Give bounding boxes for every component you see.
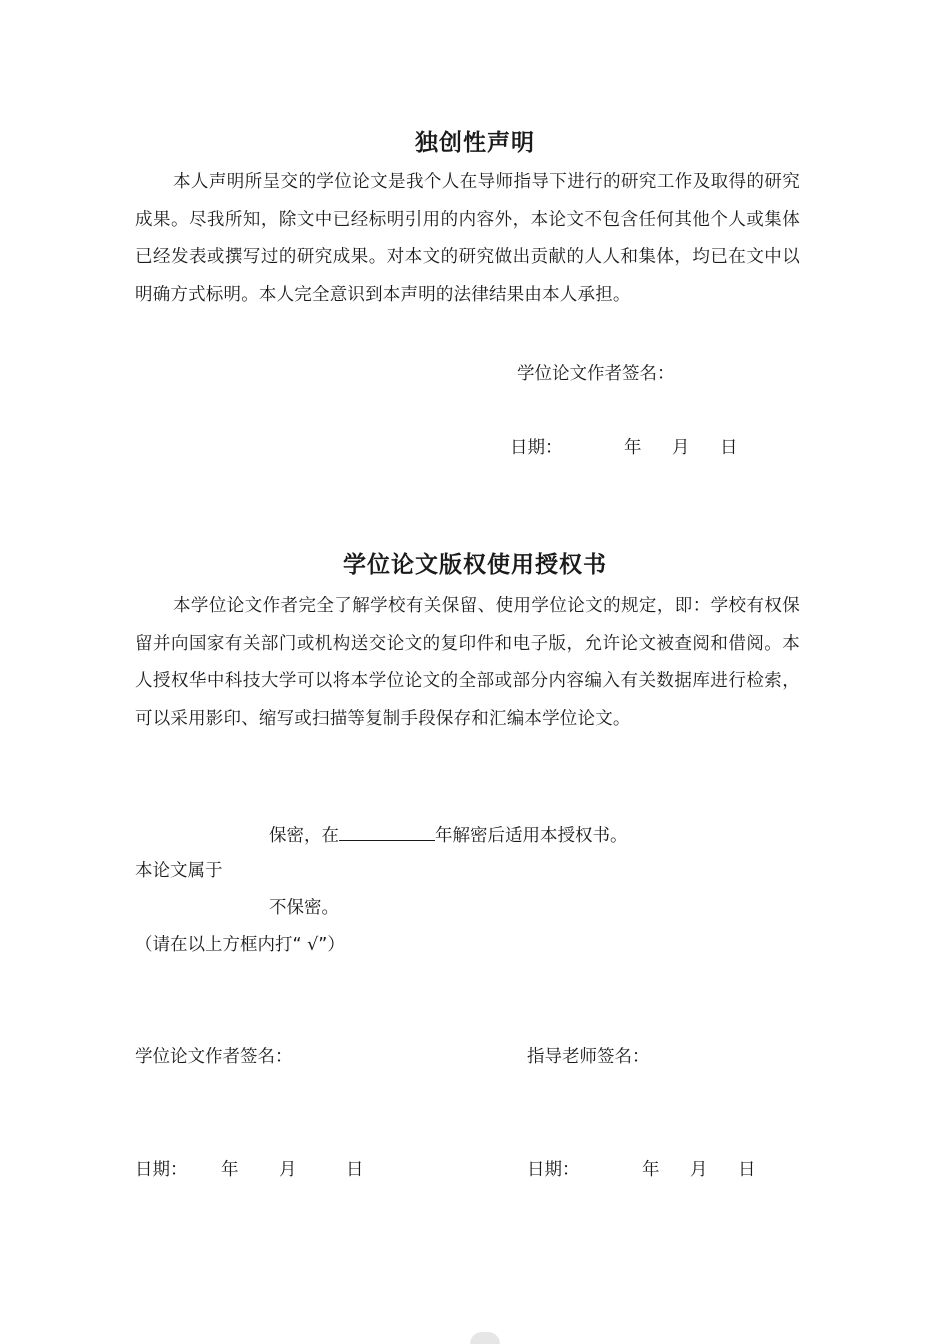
declaration-date-label: 日期： bbox=[510, 438, 563, 458]
confidential-suffix: 年解密后适用本授权书。 bbox=[435, 826, 628, 846]
declaration-year: 年 bbox=[624, 438, 642, 458]
author-date-day: 日 bbox=[346, 1160, 364, 1180]
declaration-month: 月 bbox=[672, 438, 690, 458]
author-signature-label: 学位论文作者签名： bbox=[135, 1047, 293, 1067]
confidential-year-blank[interactable] bbox=[339, 820, 435, 841]
declaration-title: 独创性声明 bbox=[415, 129, 535, 156]
declaration-date-line bbox=[510, 434, 563, 459]
author-date-month: 月 bbox=[279, 1160, 297, 1180]
declaration-body: 本人声明所呈交的学位论文是我个人在导师指导下进行的研究工作及取得的研究成果。尽我所知，除文中已经标明引用的内容外，本论文不包含任何其他个人或集体已经发表或撰写过的研究成果。对本文的研究做出贡献的人人和集体，均已在文中以明确方式标明。本人完全意识到本声明的法律结果由本人承担。 bbox=[135, 172, 800, 305]
advisor-date-day: 日 bbox=[738, 1160, 756, 1180]
author-date-year: 年 bbox=[221, 1160, 239, 1180]
advisor-date-year: 年 bbox=[642, 1160, 660, 1180]
watermark-logo bbox=[470, 1332, 500, 1344]
checkbox-instruction: （请在以上方框内打“ √”） bbox=[135, 935, 345, 955]
advisor-date-label: 日期： bbox=[527, 1160, 580, 1180]
not-confidential-option: 不保密。 bbox=[269, 898, 339, 918]
advisor-signature-label: 指导老师签名： bbox=[527, 1047, 650, 1067]
authorization-title: 学位论文版权使用授权书 bbox=[343, 551, 607, 578]
author-date-label: 日期： bbox=[135, 1160, 188, 1180]
declaration-signature-label: 学位论文作者签名： bbox=[517, 364, 675, 384]
authorization-body: 本学位论文作者完全了解学校有关保留、使用学位论文的规定，即：学校有权保留并向国家有关部门或机构送交论文的复印件和电子版，允许论文被查阅和借阅。本人授权华中科技大学可以将本学位论文的全部或部分内容编入有关数据库进行检索，可以采用影印、缩写或扫描等复制手段保存和汇编本学位论文。 bbox=[135, 596, 800, 729]
confidential-option bbox=[269, 820, 628, 847]
belongs-label: 本论文属于 bbox=[135, 861, 223, 881]
declaration-day: 日 bbox=[720, 438, 738, 458]
advisor-date-month: 月 bbox=[690, 1160, 708, 1180]
confidential-prefix: 保密，在 bbox=[269, 826, 339, 846]
